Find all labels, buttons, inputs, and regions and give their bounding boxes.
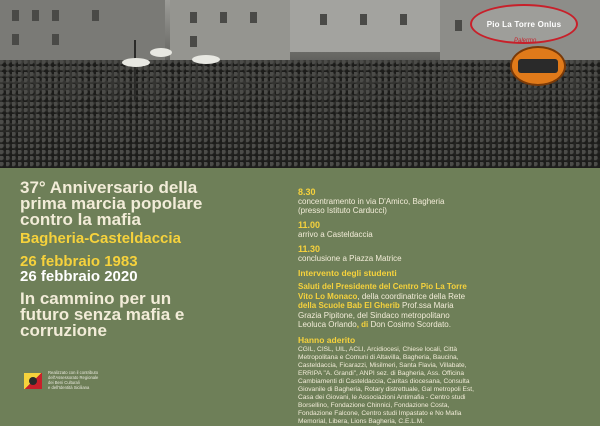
adherents-heading: Hanno aderito (298, 334, 356, 345)
street-lamp (150, 48, 172, 57)
street-lamp (192, 55, 220, 64)
greetings-line: Vito Lo Monaco, della coordinatrice della Rete (298, 291, 466, 301)
date-1983: 26 febbraio 1983 (20, 253, 138, 270)
sponsor-text: Realizzato con il contributo dell'Assessorato Regionale dei Beni Culturali e dell'Identità Siciliana (48, 370, 99, 390)
association-seal-icon (510, 46, 566, 86)
schedule-desc: conclusione a Piazza Matrice (298, 254, 402, 263)
poster-title (20, 180, 290, 228)
greetings-line: Leoluca Orlando, di Don Cosimo Scordato. (298, 320, 451, 329)
greetings-line: Saluti del Presidente del Centro Pio La Torre (298, 282, 467, 291)
header-photo (0, 0, 600, 168)
schedule-desc: (presso Istituto Carducci) (298, 206, 387, 215)
schedule-item (298, 187, 588, 215)
slogan-line: In cammino per un (20, 289, 172, 308)
building (170, 0, 290, 62)
schedule-time: 11.30 (298, 244, 321, 254)
program-column (298, 187, 588, 426)
sponsor-footer (24, 370, 184, 394)
schedule-time: 11.00 (298, 220, 321, 230)
date-2020: 26 febbraio 2020 (20, 268, 138, 285)
crowd (0, 60, 600, 168)
title-line: prima marcia popolare (20, 194, 203, 213)
greetings-line: della Scuole Bab El Gherib Prof.ssa Maria (298, 301, 454, 310)
logo-sub: Palermo (514, 38, 537, 44)
schedule-item (298, 244, 588, 263)
slogan (20, 291, 290, 339)
schedule-desc: arrivo a Casteldaccia (298, 230, 373, 239)
students-heading: Intervento degli studenti (298, 268, 397, 278)
title-line: contro la mafia (20, 210, 141, 229)
title-line: 37° Anniversario della (20, 178, 198, 197)
slogan-line: futuro senza mafia e (20, 305, 185, 324)
schedule-item (298, 220, 588, 239)
slogan-line: corruzione (20, 321, 107, 340)
schedule-desc: concentramento in via D'Amico, Bagheria (298, 197, 445, 206)
pio-la-torre-logo (470, 4, 578, 44)
greetings-line: Grazia Pipitone, del Sindaco metropolitano (298, 310, 450, 320)
building (290, 0, 440, 52)
greetings-block (298, 282, 588, 330)
schedule-time: 8.30 (298, 187, 316, 197)
adherents-list: CGIL, CISL, UIL, ACLI, Arcidiocesi, Chiese locali, Città Metropolitana e Comuni di Altavilla, Bagheria, Baucina, Casteldaccia, Ficarazzi, Misilmeri, Santa Flavia, Villabate, ERRIPA "A. Grandi", ANPI sez. di Bagheria, Ass. Officina Cambiamenti di Casteldaccia, Caritas diocesana, Consulta Giovanile di Bagheria, Rotary distrettuale, Gal metropoli Est, Casa dei Giovani, le Associazioni Antimafia - Centro studi Borsellino, Fondazione Chinnici, Fondazione Costa, Fondazione Falcone, Centro studi Impastato e No Mafia Memorial, Libera, Lions Bagheria, C.E.L.M. (298, 345, 474, 425)
street-lamp (122, 58, 150, 67)
poster-left-column (20, 180, 290, 339)
logo-name: Pio La Torre Onlus (486, 19, 562, 29)
sicily-region-flag-icon (24, 373, 42, 389)
place-label: Bagheria-Casteldaccia (20, 230, 181, 247)
